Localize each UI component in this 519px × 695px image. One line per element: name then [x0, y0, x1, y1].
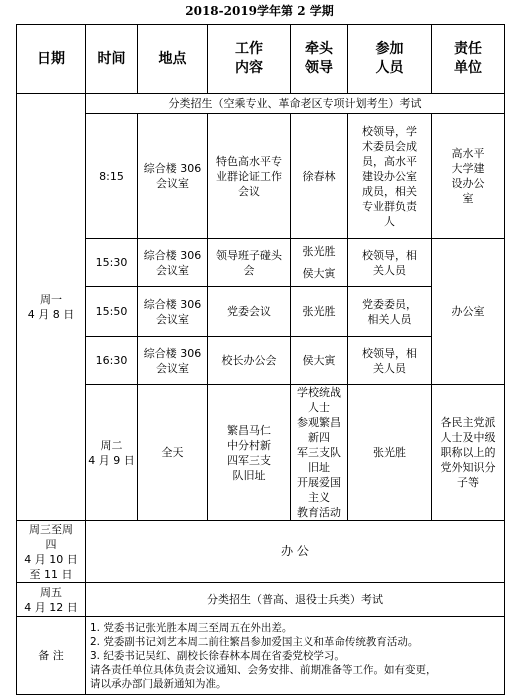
friday-date-cell: 周五 4 月 12 日	[17, 583, 86, 617]
notes-cell	[86, 617, 505, 695]
tuesday-date-cell: 周二 4 月 9 日	[86, 385, 138, 521]
attendees-cell: 校领导，相 关人员	[348, 337, 432, 385]
unit-cell: 高水平 大学建 设办公 室	[432, 114, 505, 239]
table-row	[17, 239, 505, 287]
table-row	[17, 114, 505, 239]
note-line: 3. 纪委书记吴红、副校长徐春林本周在省委党校学习。	[90, 649, 345, 662]
attendees-cell: 党委委员， 相关人员	[348, 287, 432, 337]
table-row	[17, 287, 505, 337]
work-cell: 特色高水平专 业群论证工作 会议	[208, 114, 291, 239]
attendees-cell: 校领导，相 关人员	[348, 239, 432, 287]
lead-cell: 张光胜 侯大寅	[291, 239, 348, 287]
notes-row	[17, 617, 505, 695]
location-cell: 综合楼 306 会议室	[138, 337, 208, 385]
location-cell: 综合楼 306 会议室	[138, 114, 208, 239]
attendees-cell: 各民主党派 人士及中级 职称以上的 党外知识分 子等	[432, 385, 505, 521]
office-cell: 办 公	[86, 521, 505, 583]
table-row	[17, 337, 505, 385]
location-cell: 综合楼 306 会议室	[138, 239, 208, 287]
note-line: 2. 党委副书记刘艺本周二前往繁昌参加爱国主义和革命传统教育活动。	[90, 635, 419, 648]
notes-label: 备 注	[17, 617, 86, 695]
lead-cell: 张光胜	[348, 385, 432, 521]
table-row	[17, 385, 505, 521]
time-cell: 全天	[138, 385, 208, 521]
work-cell: 领导班子碰头 会	[208, 239, 291, 287]
note-line: 1. 党委书记张光胜本周三至周五在外出差。	[90, 621, 293, 634]
schedule-table	[16, 24, 505, 695]
header-row	[17, 25, 505, 94]
location-cell: 繁昌马仁 中分村新 四军三支 队旧址	[208, 385, 291, 521]
work-cell: 校长办公会	[208, 337, 291, 385]
location-cell: 综合楼 306 会议室	[138, 287, 208, 337]
time-cell: 15:50	[86, 287, 138, 337]
work-cell: 学校统战人士 参观繁昌新四 军三支队旧址 开展爱国主义 教育活动	[291, 385, 348, 521]
table-row	[17, 94, 505, 114]
table-row	[17, 583, 505, 617]
header-date: 日期	[17, 25, 86, 94]
header-location: 地点	[138, 25, 208, 94]
monday-date-cell: 周一 4 月 8 日	[17, 94, 86, 521]
lead-cell: 侯大寅	[291, 337, 348, 385]
attendees-cell: 校领导，学 术委员会成 员，高水平 建设办公室 成员，相关 专业群负责 人	[348, 114, 432, 239]
wednesday-date-cell: 周三至周 四 4 月 10 日 至 11 日	[17, 521, 86, 583]
header-attendees: 参加 人员	[348, 25, 432, 94]
header-lead: 牵头 领导	[291, 25, 348, 94]
table-row	[17, 521, 505, 583]
time-cell: 8:15	[86, 114, 138, 239]
unit-cell: 办公室	[432, 239, 505, 385]
header-time: 时间	[86, 25, 138, 94]
header-unit: 责任 单位	[432, 25, 505, 94]
time-cell: 16:30	[86, 337, 138, 385]
work-cell: 党委会议	[208, 287, 291, 337]
header-work: 工作 内容	[208, 25, 291, 94]
page-title: 2018-2019学年第 2 学期	[185, 4, 334, 18]
lead-cell: 徐春林	[291, 114, 348, 239]
lead-cell: 张光胜	[291, 287, 348, 337]
note-line: 请以承办部门最新通知为准。	[90, 677, 227, 690]
note-line: 请各责任单位具体负责会议通知、会务安排、前期准备等工作。如有变更，	[90, 663, 437, 676]
friday-exam-cell: 分类招生（普高、退役士兵类）考试	[86, 583, 505, 617]
time-cell: 15:30	[86, 239, 138, 287]
banner-top: 分类招生（空乘专业、革命老区专项计划考生）考试	[86, 94, 505, 114]
